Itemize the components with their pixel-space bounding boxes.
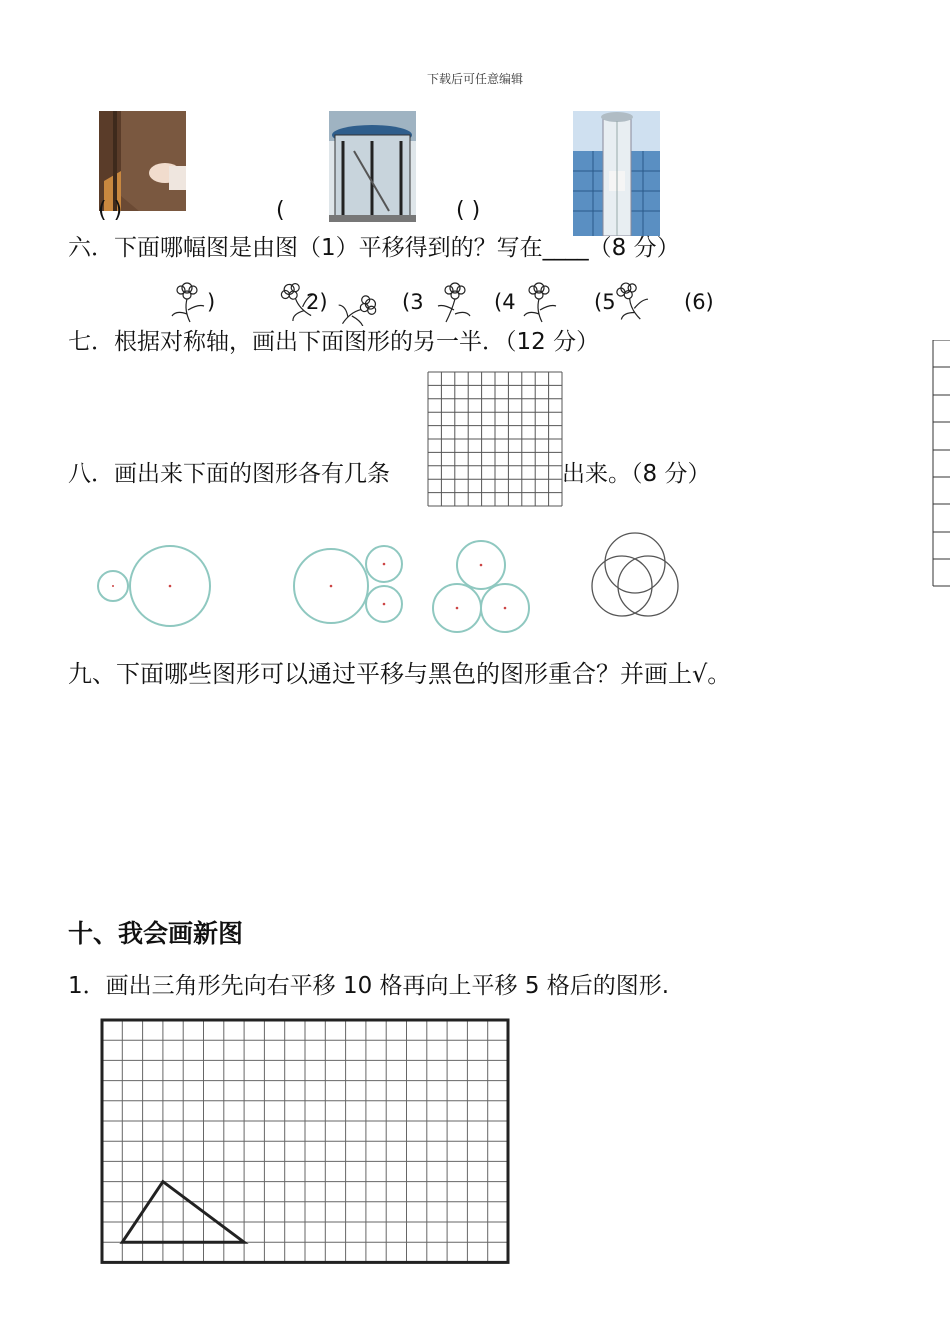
edge-table-fragment <box>932 340 950 592</box>
elevator-tower-photo <box>573 111 660 236</box>
question-10-title: 十、我会画新图 <box>68 919 244 948</box>
answer-paren-2: ( <box>276 198 285 223</box>
flower-icon-4 <box>438 283 470 322</box>
flower-label-4: (4 <box>494 290 516 314</box>
circle-group4-left <box>592 556 652 616</box>
flower-label-6: (6) <box>684 290 714 314</box>
flower-label-3: (3 <box>402 290 424 314</box>
question-7: 七．根据对称轴，画出下面图形的另一半．（12 分） <box>68 329 600 355</box>
revolving-door-photo <box>329 111 416 222</box>
circle-group4-top <box>605 533 665 593</box>
flower-label-2: 2) <box>306 290 328 314</box>
question-10-item-1: 1．画出三角形先向右平移 10 格再向上平移 5 格后的图形. <box>68 973 670 999</box>
flower-label-1: ) <box>207 290 216 314</box>
symmetry-grid <box>427 371 563 511</box>
flower-icon-1 <box>172 283 204 322</box>
flower-icon-6 <box>610 278 653 326</box>
answer-paren-1: ( ) <box>98 198 123 223</box>
answer-paren-3: ( ) <box>456 198 481 223</box>
question-8-right: 出来。（8 分） <box>562 461 711 487</box>
translation-grid <box>96 1015 516 1274</box>
question-8-left: 八．画出来下面的图形各有几条 <box>68 461 390 487</box>
flower-label-5: (5 <box>594 290 616 314</box>
flower-icon-5 <box>524 283 556 322</box>
question-6: 六．下面哪幅图是由图（1）平移得到的？写在____（8 分） <box>68 235 680 261</box>
question-9: 九、下面哪些图形可以通过平移与黑色的图形重合？并画上√。 <box>68 660 732 688</box>
circle-figures <box>90 530 710 646</box>
flower-icon-3 <box>333 289 383 326</box>
circle-group4-right <box>618 556 678 616</box>
page-header: 下载后可任意编辑 <box>426 72 523 86</box>
drawer-photo <box>99 111 186 211</box>
